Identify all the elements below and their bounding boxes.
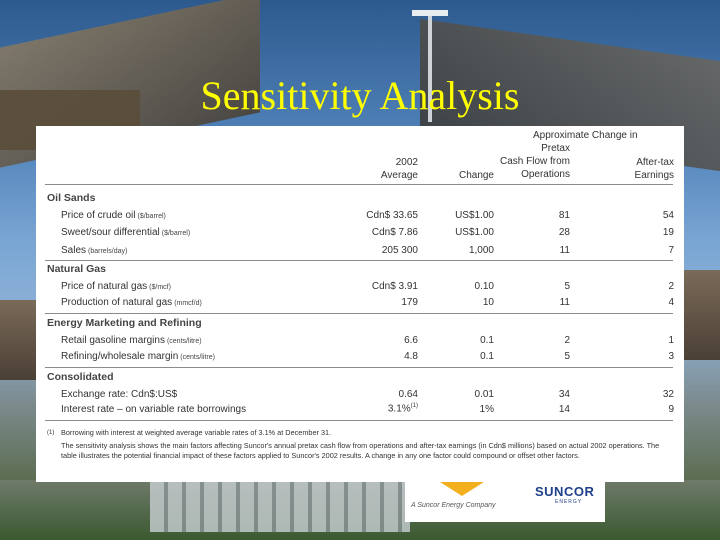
slide-title: Sensitivity Analysis bbox=[200, 73, 520, 118]
section-rule bbox=[45, 367, 673, 368]
row-label-text: Retail gasoline margins bbox=[61, 335, 165, 346]
cell-cash-flow: 14 bbox=[558, 404, 570, 415]
cell-cash-flow: 11 bbox=[559, 297, 570, 308]
row-label-text: Price of crude oil bbox=[61, 210, 136, 221]
cell-cash-flow: 5 bbox=[564, 351, 570, 362]
row-label-text: Exchange rate: Cdn$:US$ bbox=[61, 389, 178, 400]
row-label bbox=[61, 227, 190, 238]
sun-logo-icon bbox=[440, 482, 484, 496]
section-title: Oil Sands bbox=[47, 192, 96, 204]
cell-change: 0.01 bbox=[474, 389, 494, 400]
row-label-text: Interest rate – on variable rate borrowings bbox=[61, 404, 247, 415]
cell-average: 4.8 bbox=[404, 351, 418, 362]
cell-change: 0.1 bbox=[480, 335, 494, 346]
cell-earnings: 1 bbox=[668, 335, 674, 346]
row-label-text: Sales bbox=[61, 245, 87, 256]
cell-earnings: 3 bbox=[668, 351, 674, 362]
cell-cash-flow: 34 bbox=[558, 389, 570, 400]
row-unit: (cents/litre) bbox=[166, 338, 202, 345]
row-label-text: Sweet/sour differential bbox=[61, 227, 160, 238]
row-unit: (barrels/day) bbox=[88, 248, 128, 255]
header-earnings-line1: After-tax bbox=[636, 157, 674, 168]
row-unit: ($/barrel) bbox=[161, 230, 191, 237]
suncor-logo: SUNCOR bbox=[535, 484, 595, 499]
cell-average: 0.64 bbox=[398, 389, 418, 400]
cell-change: 1,000 bbox=[468, 245, 494, 256]
cell-average: Cdn$ 3.91 bbox=[371, 281, 418, 292]
row-unit: (mmcf/d) bbox=[174, 300, 202, 307]
section-title: Energy Marketing and Refining bbox=[47, 317, 202, 329]
cell-change: 0.1 bbox=[480, 351, 494, 362]
cell-earnings: 7 bbox=[668, 245, 674, 256]
section-title: Consolidated bbox=[47, 371, 114, 383]
cell-average: Cdn$ 33.65 bbox=[366, 210, 418, 221]
row-label-text: Production of natural gas bbox=[61, 297, 173, 308]
header-earnings bbox=[596, 156, 674, 182]
cell-change: 10 bbox=[482, 297, 494, 308]
section-rule bbox=[45, 260, 673, 261]
header-average-line1: 2002 bbox=[395, 157, 418, 168]
cell-cash-flow: 2 bbox=[564, 335, 570, 346]
header-change-label: Change bbox=[458, 170, 494, 181]
footnote-mark: (1) bbox=[47, 430, 55, 436]
sign-tagline: A Suncor Energy Company bbox=[411, 502, 496, 509]
cell-earnings: 54 bbox=[662, 210, 674, 221]
cell-average: Cdn$ 7.86 bbox=[371, 227, 418, 238]
cell-earnings: 9 bbox=[668, 404, 674, 415]
cell-average: 205 300 bbox=[381, 245, 418, 256]
row-unit: ($/mcf) bbox=[149, 284, 171, 291]
row-unit: (cents/litre) bbox=[180, 354, 215, 361]
cell-cash-flow: 5 bbox=[564, 281, 570, 292]
row-label bbox=[61, 210, 166, 221]
header-cfo-line4: Operations bbox=[521, 169, 570, 180]
cell-average: 179 bbox=[401, 297, 418, 308]
header-cfo-line1: Approximate Change in bbox=[533, 130, 638, 141]
storage-tanks-image bbox=[150, 482, 410, 532]
footnote-text: Borrowing with interest at weighted average variable rates of 3.1% at December 31. bbox=[61, 428, 332, 437]
cell-change: US$1.00 bbox=[455, 210, 494, 221]
footnote-reference: (1) bbox=[410, 403, 418, 409]
row-label bbox=[61, 281, 171, 292]
header-average-line2: Average bbox=[380, 170, 418, 181]
cell-average-value: 3.1% bbox=[387, 403, 411, 415]
section-title: Natural Gas bbox=[47, 263, 106, 275]
light-pole-lamps bbox=[412, 10, 448, 16]
cell-average bbox=[336, 403, 418, 414]
header-cfo-line3: Cash Flow from bbox=[499, 156, 570, 167]
row-label bbox=[61, 297, 202, 308]
cell-cash-flow: 28 bbox=[558, 227, 570, 238]
header-earnings-line2: Earnings bbox=[634, 170, 674, 181]
cell-cash-flow: 11 bbox=[559, 245, 570, 256]
row-label-text: Refining/wholesale margin bbox=[61, 351, 179, 362]
row-label-text: Price of natural gas bbox=[61, 281, 148, 292]
section-rule bbox=[45, 420, 673, 421]
section-rule bbox=[45, 313, 673, 314]
header-cfo-line2: Pretax bbox=[541, 143, 570, 154]
cell-earnings: 32 bbox=[662, 389, 674, 400]
cell-change: US$1.00 bbox=[455, 227, 494, 238]
row-unit: ($/barrel) bbox=[137, 213, 166, 220]
cell-change: 1% bbox=[479, 404, 494, 415]
header-rule bbox=[45, 184, 673, 185]
footnote bbox=[47, 428, 672, 438]
cell-cash-flow: 81 bbox=[558, 210, 570, 221]
row-label bbox=[61, 335, 202, 346]
table-note: The sensitivity analysis shows the main factors affecting Suncor's annual pretax cash flow from operations and after-tax earnings (in Cdn$ millions) based on actual 2002 operations. The table illustrates the potential financial impact of these factors applied to Suncor's 2002 results. A change in any one factor could compound or offset other factors. bbox=[61, 441, 660, 460]
cell-earnings: 19 bbox=[662, 227, 674, 238]
row-label bbox=[61, 389, 177, 400]
sensitivity-table bbox=[36, 126, 684, 482]
suncor-logo-sub: ENERGY bbox=[555, 499, 583, 505]
row-label bbox=[61, 404, 246, 415]
row-label bbox=[61, 351, 215, 362]
cell-change: 0.10 bbox=[474, 281, 494, 292]
cell-earnings: 2 bbox=[668, 281, 674, 292]
row-label bbox=[61, 245, 127, 256]
cell-earnings: 4 bbox=[668, 297, 674, 308]
header-average bbox=[336, 156, 418, 182]
cell-average: 6.6 bbox=[404, 335, 418, 346]
